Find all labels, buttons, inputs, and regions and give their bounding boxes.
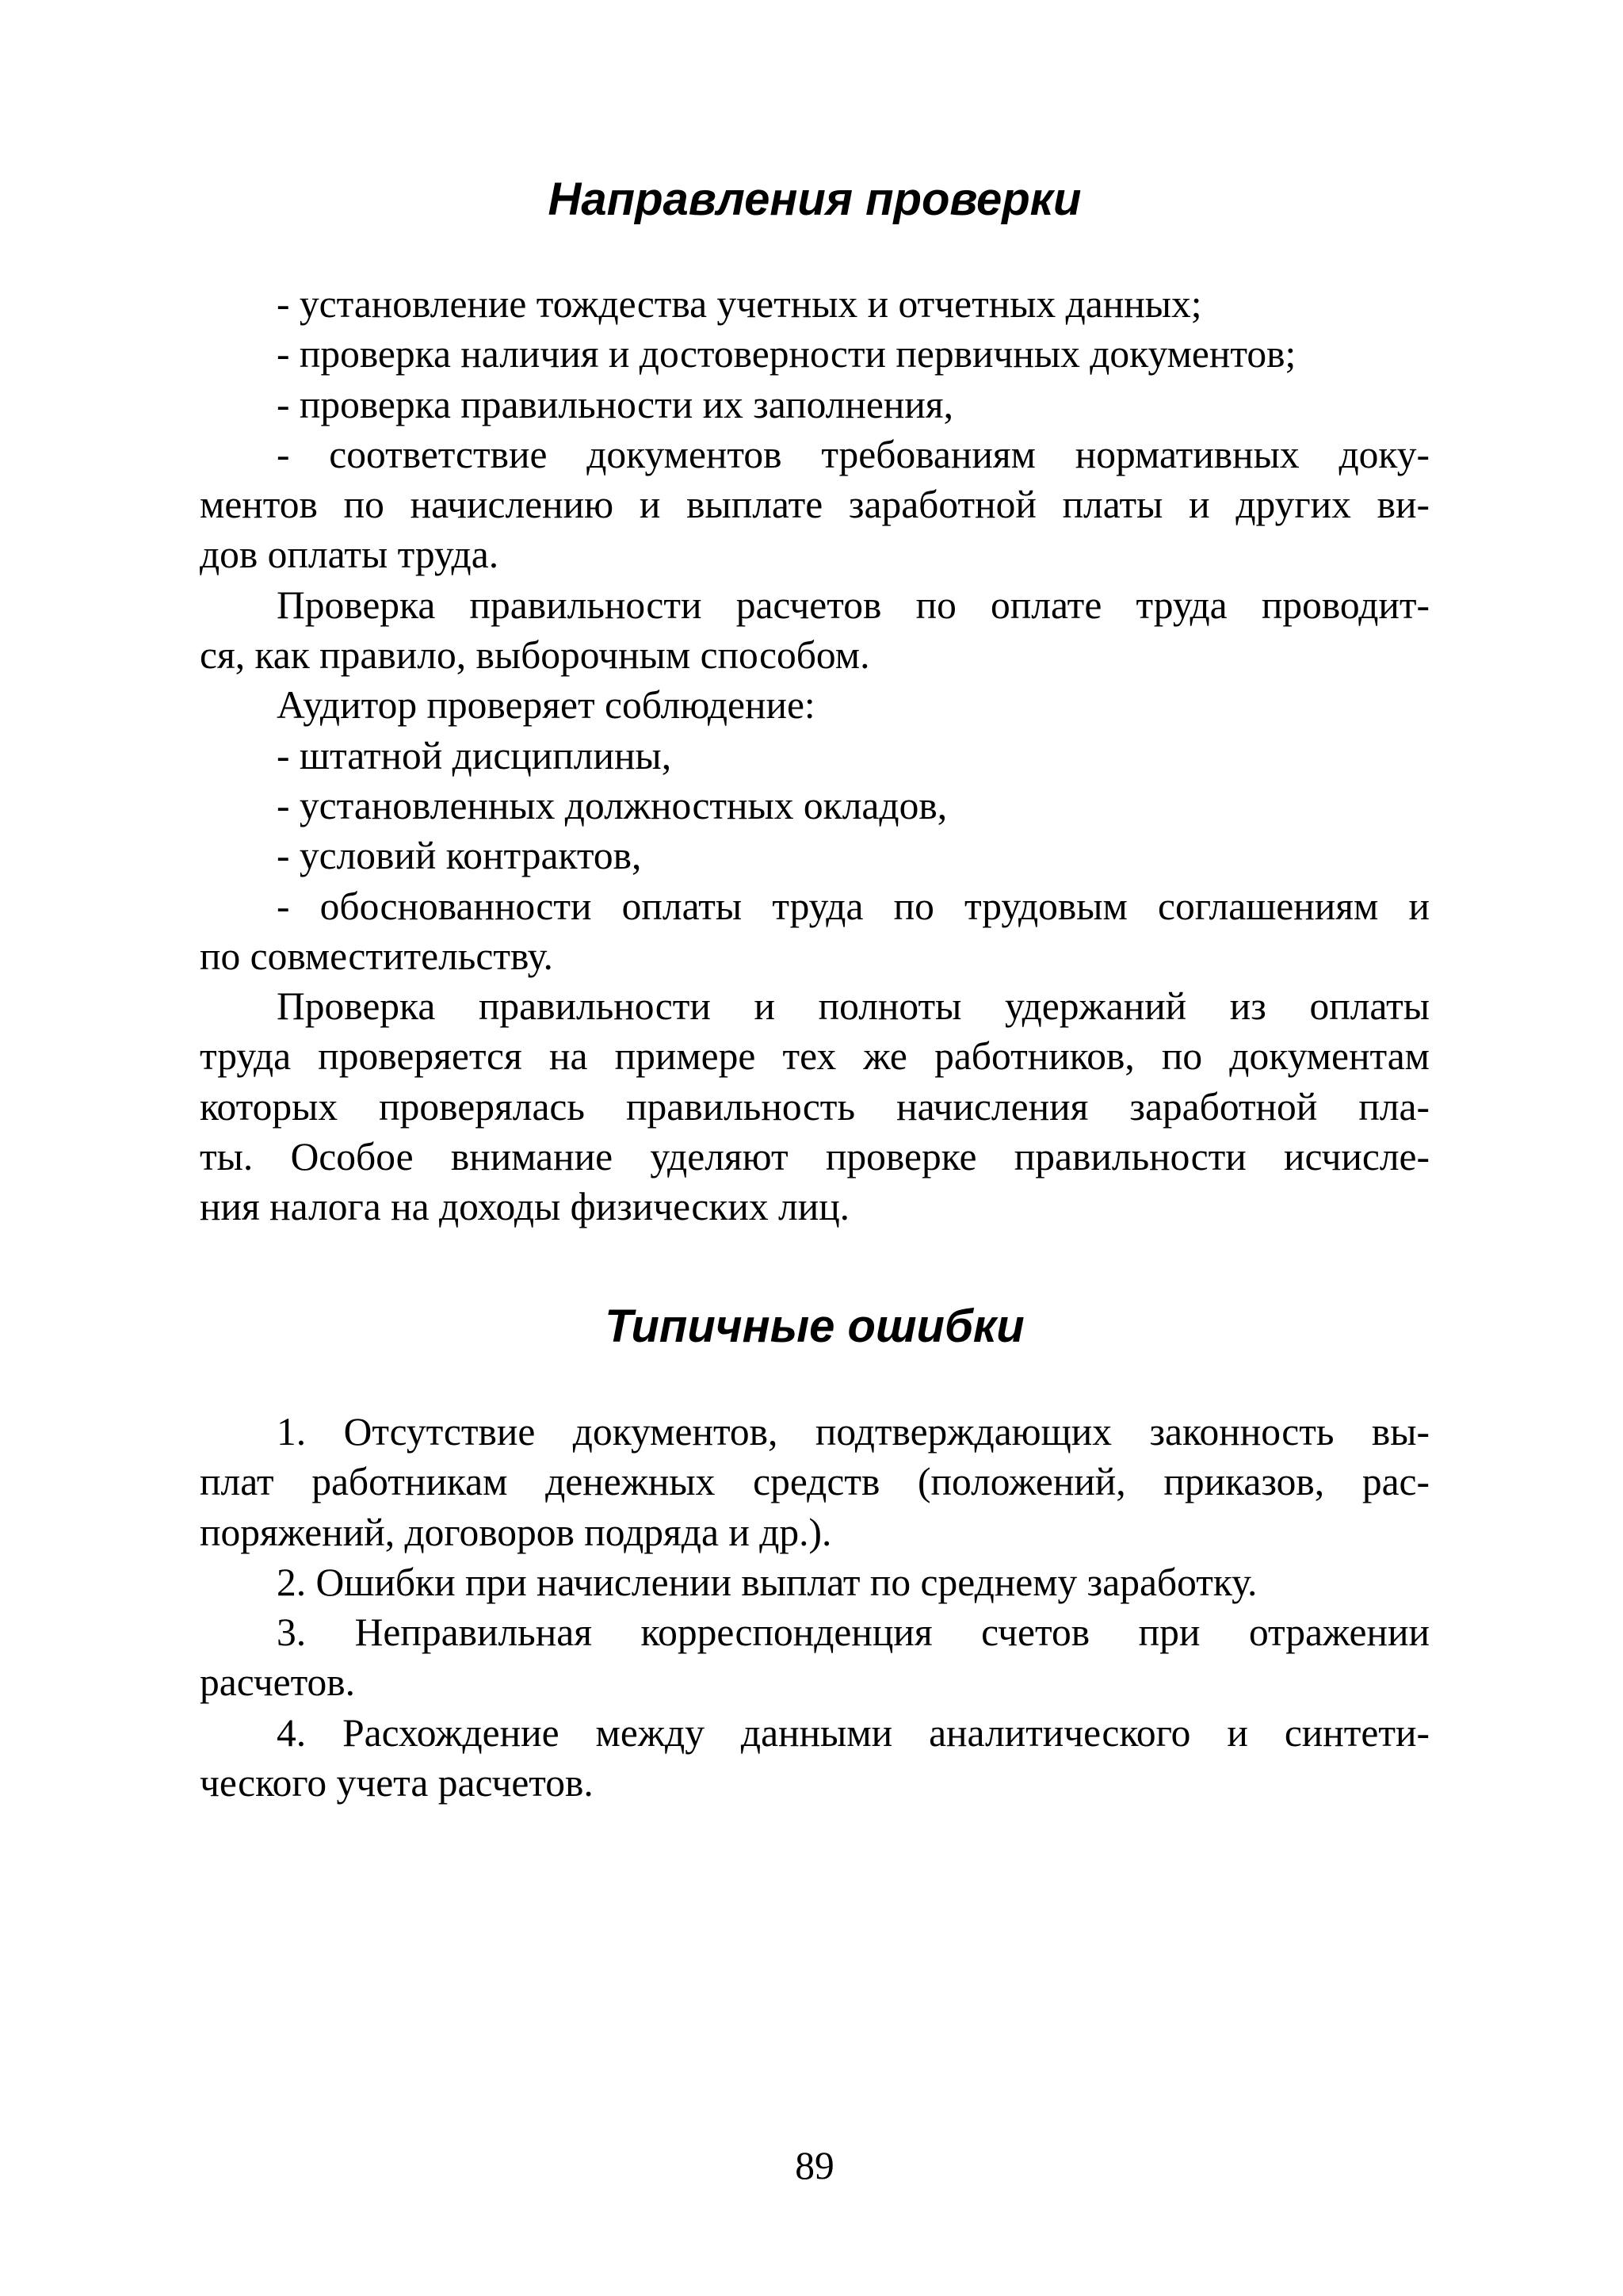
text-line: Проверка правильности расчетов по оплате труда проводит- xyxy=(277,583,1430,627)
page-number: 89 xyxy=(795,2144,834,2187)
text-line: поряжений, договоров подряда и др.). xyxy=(200,1510,832,1554)
errors-section-body xyxy=(200,1407,1430,1808)
document-page xyxy=(200,0,1430,2296)
text-line: 1. Отсутствие документов, подтверждающих законность вы- xyxy=(277,1410,1430,1454)
text-line: по совместительству. xyxy=(200,934,553,978)
text-line: - соответствие документов требованиям нормативных доку- xyxy=(277,432,1430,476)
text-line: - проверка наличия и достоверности первичных документов; xyxy=(277,332,1296,376)
text-line: ты. Особое внимание уделяют проверке правильности исчисле- xyxy=(200,1135,1430,1179)
text-line: плат работникам денежных средств (положений, приказов, рас- xyxy=(200,1460,1430,1504)
text-line: 4. Расхождение между данными аналитического и синтети- xyxy=(277,1710,1430,1755)
text-line: - проверка правильности их заполнения, xyxy=(277,382,953,426)
text-line: ния налога на доходы физических лиц. xyxy=(200,1185,850,1229)
text-line: - условий контрактов, xyxy=(277,834,642,878)
text-line: 3. Неправильная корреспонденция счетов при отражении xyxy=(277,1610,1430,1655)
text-line: дов оплаты труда. xyxy=(200,533,499,577)
text-line: ческого учета расчетов. xyxy=(200,1761,594,1805)
text-line: которых проверялась правильность начисления заработной пла- xyxy=(200,1084,1430,1129)
text-line: - обоснованности оплаты труда по трудовым соглашениям и xyxy=(277,884,1430,928)
text-line: 2. Ошибки при начислении выплат по среднему заработку. xyxy=(277,1560,1258,1604)
checks-section-body xyxy=(200,279,1430,1232)
text-line: расчетов. xyxy=(200,1660,356,1705)
text-line: Аудитор проверяет соблюдение: xyxy=(277,683,815,728)
text-line: ся, как правило, выборочным способом. xyxy=(200,633,870,678)
text-line: Проверка правильности и полноты удержаний из оплаты xyxy=(277,984,1430,1029)
text-line: ментов по начислению и выплате заработной платы и других ви- xyxy=(200,483,1430,527)
section-heading-checks: Направления проверки xyxy=(548,174,1082,225)
text-line: - установленных должностных окладов, xyxy=(277,783,948,827)
text-line: - штатной дисциплины, xyxy=(277,733,672,777)
text-line: труда проверяется на примере тех же работников, по документам xyxy=(200,1034,1430,1079)
text-line: - установление тождества учетных и отчетных данных; xyxy=(277,282,1202,326)
section-heading-errors: Типичные ошибки xyxy=(605,1301,1025,1352)
